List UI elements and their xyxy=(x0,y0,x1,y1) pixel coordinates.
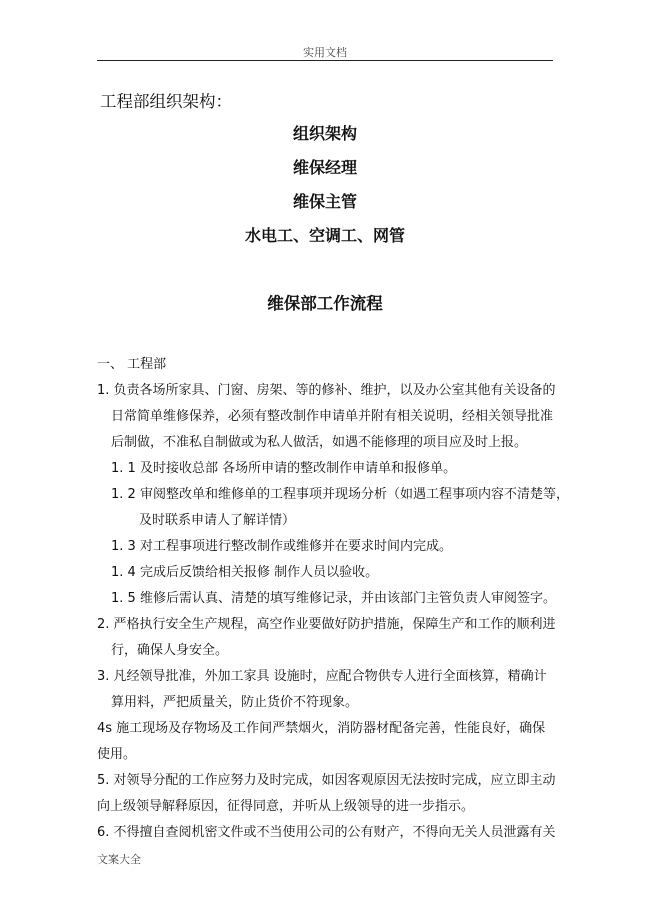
org-structure-heading: 工程部组织架构： xyxy=(100,92,232,111)
body-line: 1. 4 完成后反馈给相关报修 制作人员以验收。 xyxy=(111,565,379,580)
header-rule xyxy=(97,60,553,61)
body-line: 使用。 xyxy=(97,747,137,762)
process-title: 维保部工作流程 xyxy=(267,294,383,313)
body-line: 6. 不得擅自查阅机密文件或不当使用公司的公有财产，不得向无关人员泄露有关 xyxy=(97,825,556,840)
org-chart-line: 组织架构 xyxy=(292,124,357,143)
body-line: 3. 凡经领导批准，外加工家具 设施时，应配合物供专人进行全面核算，精确计 xyxy=(97,669,547,684)
body-line: 后制做，不准私自制做或为私人做活，如遇不能修理的项目应及时上报。 xyxy=(111,435,528,450)
body-line: 4s 施工现场及存物场及工作间严禁烟火，消防器材配备完善，性能良好，确保 xyxy=(97,721,546,736)
body-line: 1. 5 维修后需认真、清楚的填写维修记录，并由该部门主管负责人审阅签字。 xyxy=(111,591,556,606)
page-footer: 文案大全 xyxy=(97,853,141,866)
body-line: 1. 2 审阅整改单和维修单的工程事项并现场分析（如遇工程事项内容不清楚等， xyxy=(111,487,569,502)
org-chart-line: 维保经理 xyxy=(292,158,357,177)
body-line: 行，确保人身安全。 xyxy=(111,643,229,658)
body-line: 1. 负责各场所家具、门窗、房架、等的修补、维护，以及办公室其他有关设备的 xyxy=(97,383,556,398)
body-line: 2. 严格执行安全生产规程，高空作业要做好防护措施，保障生产和工作的顺利进 xyxy=(97,617,556,632)
body-line: 5. 对领导分配的工作应努力及时完成，如因客观原因无法按时完成，应立即主动 xyxy=(97,773,556,788)
body-line: 及时联系申请人了解详情） xyxy=(139,513,296,528)
body-line: 向上级领导解释原因，征得同意，并听从上级领导的进一步指示。 xyxy=(97,799,475,814)
body-line: 日常简单维修保养，必须有整改制作申请单并附有相关说明，经相关领导批准 xyxy=(111,409,554,424)
body-line: 算用料，严把质量关，防止货价不符现象。 xyxy=(111,695,359,710)
body-line: 1. 1 及时接收总部 各场所申请的整改制作申请单和报修单。 xyxy=(111,461,457,476)
section-heading: 一、 工程部 xyxy=(97,357,167,372)
org-chart-line: 维保主管 xyxy=(292,192,357,211)
page-header: 实用文档 xyxy=(303,46,347,59)
org-chart-line: 水电工、空调工、网管 xyxy=(244,226,405,245)
body-line: 1. 3 对工程事项进行整改制作或维修并在要求时间内完成。 xyxy=(111,539,452,554)
